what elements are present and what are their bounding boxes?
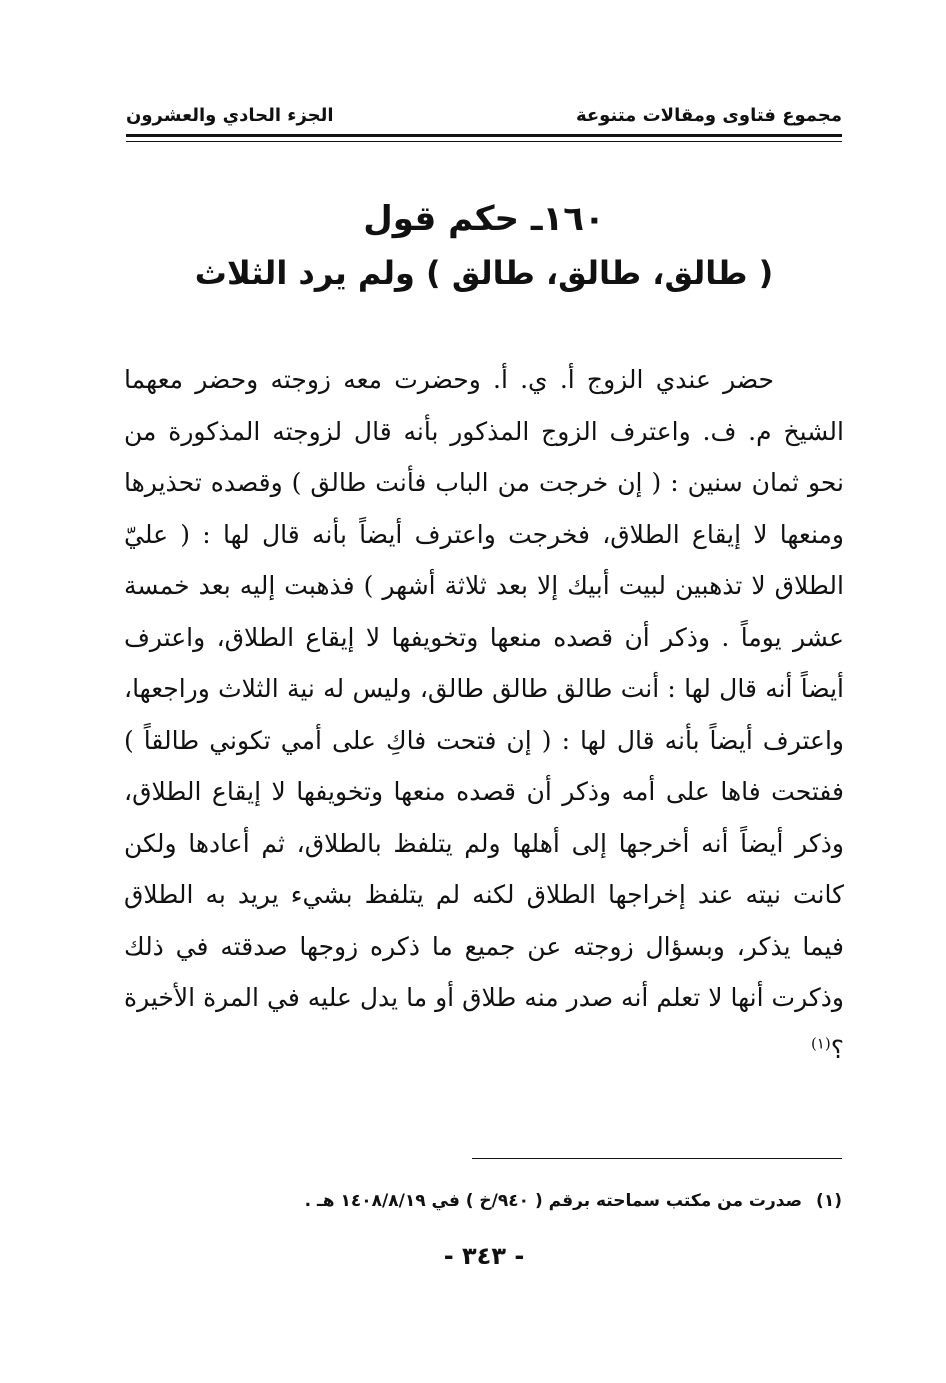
question-text: حضر عندي الزوج أ. ي. أ. وحضرت معه زوجته وحضر معهما الشيخ م. ف. واعترف الزوج المذكور بأنه قال لزوجته المذكورة من نحو ثمان سنين : ( إن خرجت من الباب فأنت طالق ) وقصده تحذيرها ومنعها لا إيقاع الطلاق، فخرجت واعترف أيضاً بأنه قال لها : ( عليّ الطلاق لا تذهبين لبيت أبيك إلا بعد ثلاثة أشهر ) فذهبت إليه بعد خمسة عشر يوماً . وذكر أن قصده منعها وتخويفها لا إيقاع الطلاق، واعترف أيضاً أنه قال لها : أنت طالق طالق طالق، وليس له نية الثلاث وراجعها، واعترف أيضاً بأنه قال لها : ( إن فتحت فاكِ على أمي تكوني طالقاً ) ففتحت فاها على أمه وذكر أن قصده منعها وتخويفها لا إيقاع الطلاق، وذكر أيضاً أنه أخرجها إلى أهلها ولم يتلفظ بالطلاق، ثم أعادها ولكن كانت نيته عند إخراجها الطلاق لكنه لم يتلفظ بشيء يريد به الطلاق فيما يذكر، وبسؤال زوجته عن جميع ما ذكره زوجها صدقته في ذلك وذكرت أنها لا تعلم أنه صدر منه طلاق أو ما يدل عليه في المرة الأخيرة ؟ [124,365,844,1064]
fatwa-title [126,192,842,300]
footnote-number: (١) [816,1191,842,1211]
title-line-1: ١٦٠ـ حكم قول [363,199,605,239]
running-header [126,100,842,130]
header-book-title: مجموع فتاوى ومقالات متنوعة [575,104,842,126]
footnote-text: صدرت من مكتب سماحته برقم ( ٩٤٠/خ ) في ١٤٠٨/٨/١٩ هـ . [304,1191,803,1211]
header-rule-thick [126,134,842,137]
question-paragraph [124,354,844,1075]
header-rule-thin [126,141,842,142]
footnote-reference: (١) [810,1034,831,1053]
question-body [124,354,844,1075]
footnote [126,1188,842,1214]
page-number: - ٣٤٣ - [443,1242,525,1270]
title-line-2: ( طالق، طالق، طالق ) ولم يرد الثلاث [194,254,774,292]
header-volume: الجزء الحادي والعشرون [126,104,334,126]
footnote-rule [472,1158,842,1159]
